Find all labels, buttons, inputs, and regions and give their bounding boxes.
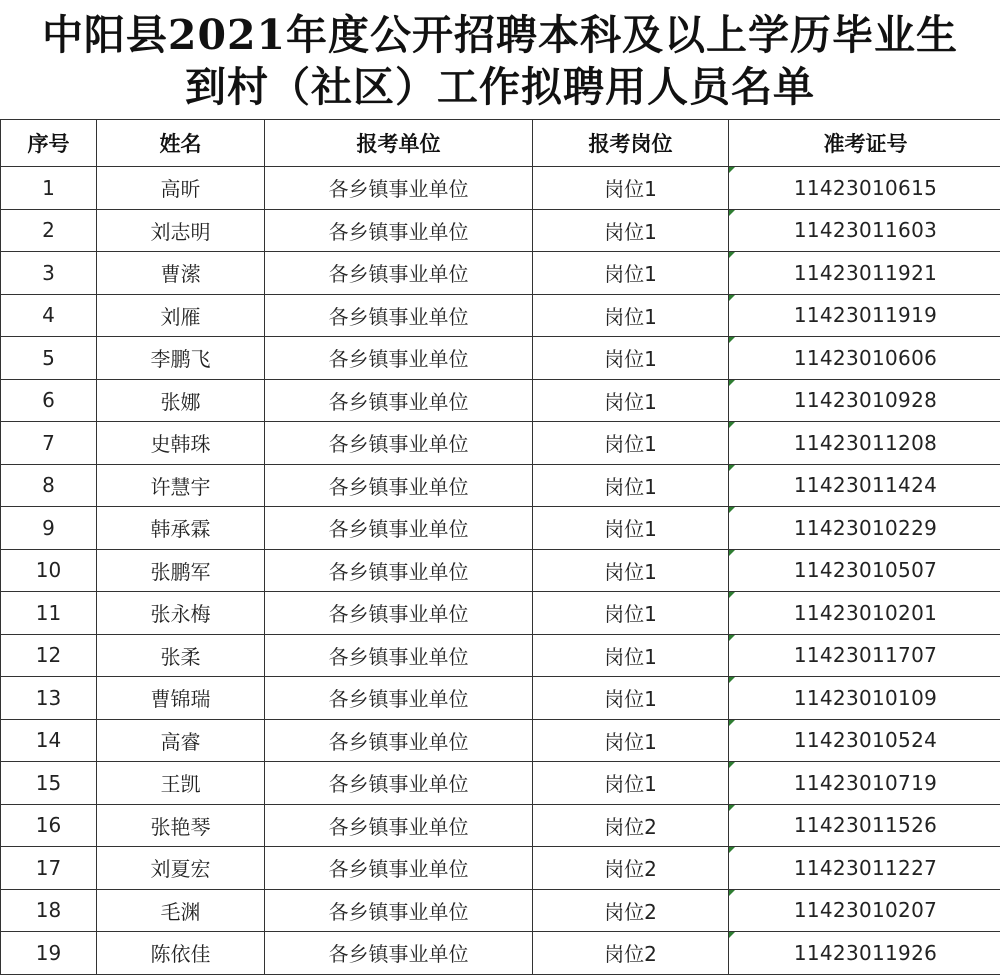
cell-unit: 各乡镇事业单位 [265, 422, 533, 465]
cell-exam-id: 11423011926 [729, 932, 1000, 975]
table-header-row [1, 120, 1000, 167]
table-row [1, 294, 1000, 337]
cell-post: 岗位1 [533, 379, 729, 422]
table-row [1, 379, 1000, 422]
cell-post: 岗位1 [533, 762, 729, 805]
cell-name: 刘雁 [97, 294, 265, 337]
cell-unit: 各乡镇事业单位 [265, 677, 533, 720]
cell-exam-id: 11423011707 [729, 634, 1000, 677]
table-row [1, 507, 1000, 550]
cell-no: 8 [1, 464, 97, 507]
cell-unit: 各乡镇事业单位 [265, 379, 533, 422]
cell-exam-id: 11423010201 [729, 592, 1000, 635]
table-row [1, 549, 1000, 592]
table-row [1, 719, 1000, 762]
cell-no: 2 [1, 209, 97, 252]
table-row [1, 634, 1000, 677]
cell-unit: 各乡镇事业单位 [265, 762, 533, 805]
cell-no: 3 [1, 252, 97, 295]
cell-unit: 各乡镇事业单位 [265, 464, 533, 507]
cell-no: 4 [1, 294, 97, 337]
table-row [1, 932, 1000, 975]
cell-name: 史韩珠 [97, 422, 265, 465]
cell-exam-id: 11423011603 [729, 209, 1000, 252]
cell-exam-id: 11423011424 [729, 464, 1000, 507]
cell-name: 张艳琴 [97, 804, 265, 847]
cell-exam-id: 11423011227 [729, 847, 1000, 890]
cell-unit: 各乡镇事业单位 [265, 719, 533, 762]
cell-unit: 各乡镇事业单位 [265, 592, 533, 635]
cell-no: 18 [1, 889, 97, 932]
cell-post: 岗位1 [533, 507, 729, 550]
cell-unit: 各乡镇事业单位 [265, 167, 533, 210]
header-unit: 报考单位 [265, 120, 533, 167]
cell-post: 岗位1 [533, 252, 729, 295]
cell-exam-id: 11423011921 [729, 252, 1000, 295]
cell-post: 岗位1 [533, 677, 729, 720]
cell-exam-id: 11423010615 [729, 167, 1000, 210]
cell-no: 14 [1, 719, 97, 762]
cell-name: 张娜 [97, 379, 265, 422]
cell-no: 5 [1, 337, 97, 380]
cell-no: 6 [1, 379, 97, 422]
cell-post: 岗位1 [533, 337, 729, 380]
cell-exam-id: 11423010229 [729, 507, 1000, 550]
cell-name: 曹潆 [97, 252, 265, 295]
cell-no: 19 [1, 932, 97, 975]
cell-unit: 各乡镇事业单位 [265, 549, 533, 592]
cell-no: 17 [1, 847, 97, 890]
cell-name: 陈依佳 [97, 932, 265, 975]
cell-unit: 各乡镇事业单位 [265, 209, 533, 252]
cell-name: 刘志明 [97, 209, 265, 252]
header-exam-id: 准考证号 [729, 120, 1000, 167]
cell-no: 7 [1, 422, 97, 465]
cell-unit: 各乡镇事业单位 [265, 847, 533, 890]
cell-name: 张鹏军 [97, 549, 265, 592]
cell-unit: 各乡镇事业单位 [265, 932, 533, 975]
cell-name: 张永梅 [97, 592, 265, 635]
cell-name: 王凯 [97, 762, 265, 805]
cell-no: 1 [1, 167, 97, 210]
cell-unit: 各乡镇事业单位 [265, 337, 533, 380]
cell-exam-id: 11423010606 [729, 337, 1000, 380]
cell-post: 岗位2 [533, 889, 729, 932]
cell-exam-id: 11423011919 [729, 294, 1000, 337]
cell-name: 高昕 [97, 167, 265, 210]
table-row [1, 677, 1000, 720]
cell-exam-id: 11423010109 [729, 677, 1000, 720]
table-row [1, 464, 1000, 507]
cell-exam-id: 11423011526 [729, 804, 1000, 847]
cell-no: 9 [1, 507, 97, 550]
cell-unit: 各乡镇事业单位 [265, 889, 533, 932]
table-row [1, 804, 1000, 847]
cell-name: 刘夏宏 [97, 847, 265, 890]
cell-post: 岗位1 [533, 464, 729, 507]
header-post: 报考岗位 [533, 120, 729, 167]
cell-name: 许慧宇 [97, 464, 265, 507]
cell-exam-id: 11423010719 [729, 762, 1000, 805]
cell-unit: 各乡镇事业单位 [265, 507, 533, 550]
cell-post: 岗位1 [533, 167, 729, 210]
cell-exam-id: 11423010507 [729, 549, 1000, 592]
cell-post: 岗位2 [533, 932, 729, 975]
cell-post: 岗位1 [533, 634, 729, 677]
table-row [1, 167, 1000, 210]
table-row [1, 889, 1000, 932]
cell-no: 11 [1, 592, 97, 635]
cell-name: 韩承霖 [97, 507, 265, 550]
cell-post: 岗位1 [533, 549, 729, 592]
roster-table [0, 119, 1000, 975]
header-name: 姓名 [97, 120, 265, 167]
table-row [1, 592, 1000, 635]
cell-no: 16 [1, 804, 97, 847]
cell-name: 张柔 [97, 634, 265, 677]
cell-post: 岗位2 [533, 847, 729, 890]
table-body [1, 167, 1000, 975]
cell-unit: 各乡镇事业单位 [265, 804, 533, 847]
header-no: 序号 [1, 120, 97, 167]
cell-no: 10 [1, 549, 97, 592]
table-row [1, 762, 1000, 805]
page-subtitle: 到村（社区）工作拟聘用人员名单 [185, 63, 815, 111]
cell-name: 高睿 [97, 719, 265, 762]
table-row [1, 252, 1000, 295]
cell-name: 曹锦瑞 [97, 677, 265, 720]
table-row [1, 422, 1000, 465]
cell-post: 岗位1 [533, 592, 729, 635]
cell-no: 15 [1, 762, 97, 805]
cell-post: 岗位1 [533, 719, 729, 762]
table-row [1, 209, 1000, 252]
cell-unit: 各乡镇事业单位 [265, 634, 533, 677]
cell-post: 岗位1 [533, 294, 729, 337]
table-row [1, 337, 1000, 380]
page-title: 中阳县2021年度公开招聘本科及以上学历毕业生 [41, 11, 959, 59]
cell-exam-id: 11423011208 [729, 422, 1000, 465]
cell-unit: 各乡镇事业单位 [265, 294, 533, 337]
cell-exam-id: 11423010524 [729, 719, 1000, 762]
cell-post: 岗位1 [533, 209, 729, 252]
cell-name: 李鹏飞 [97, 337, 265, 380]
cell-exam-id: 11423010928 [729, 379, 1000, 422]
cell-post: 岗位2 [533, 804, 729, 847]
cell-no: 12 [1, 634, 97, 677]
cell-post: 岗位1 [533, 422, 729, 465]
cell-name: 毛渊 [97, 889, 265, 932]
cell-unit: 各乡镇事业单位 [265, 252, 533, 295]
cell-no: 13 [1, 677, 97, 720]
cell-exam-id: 11423010207 [729, 889, 1000, 932]
table-row [1, 847, 1000, 890]
